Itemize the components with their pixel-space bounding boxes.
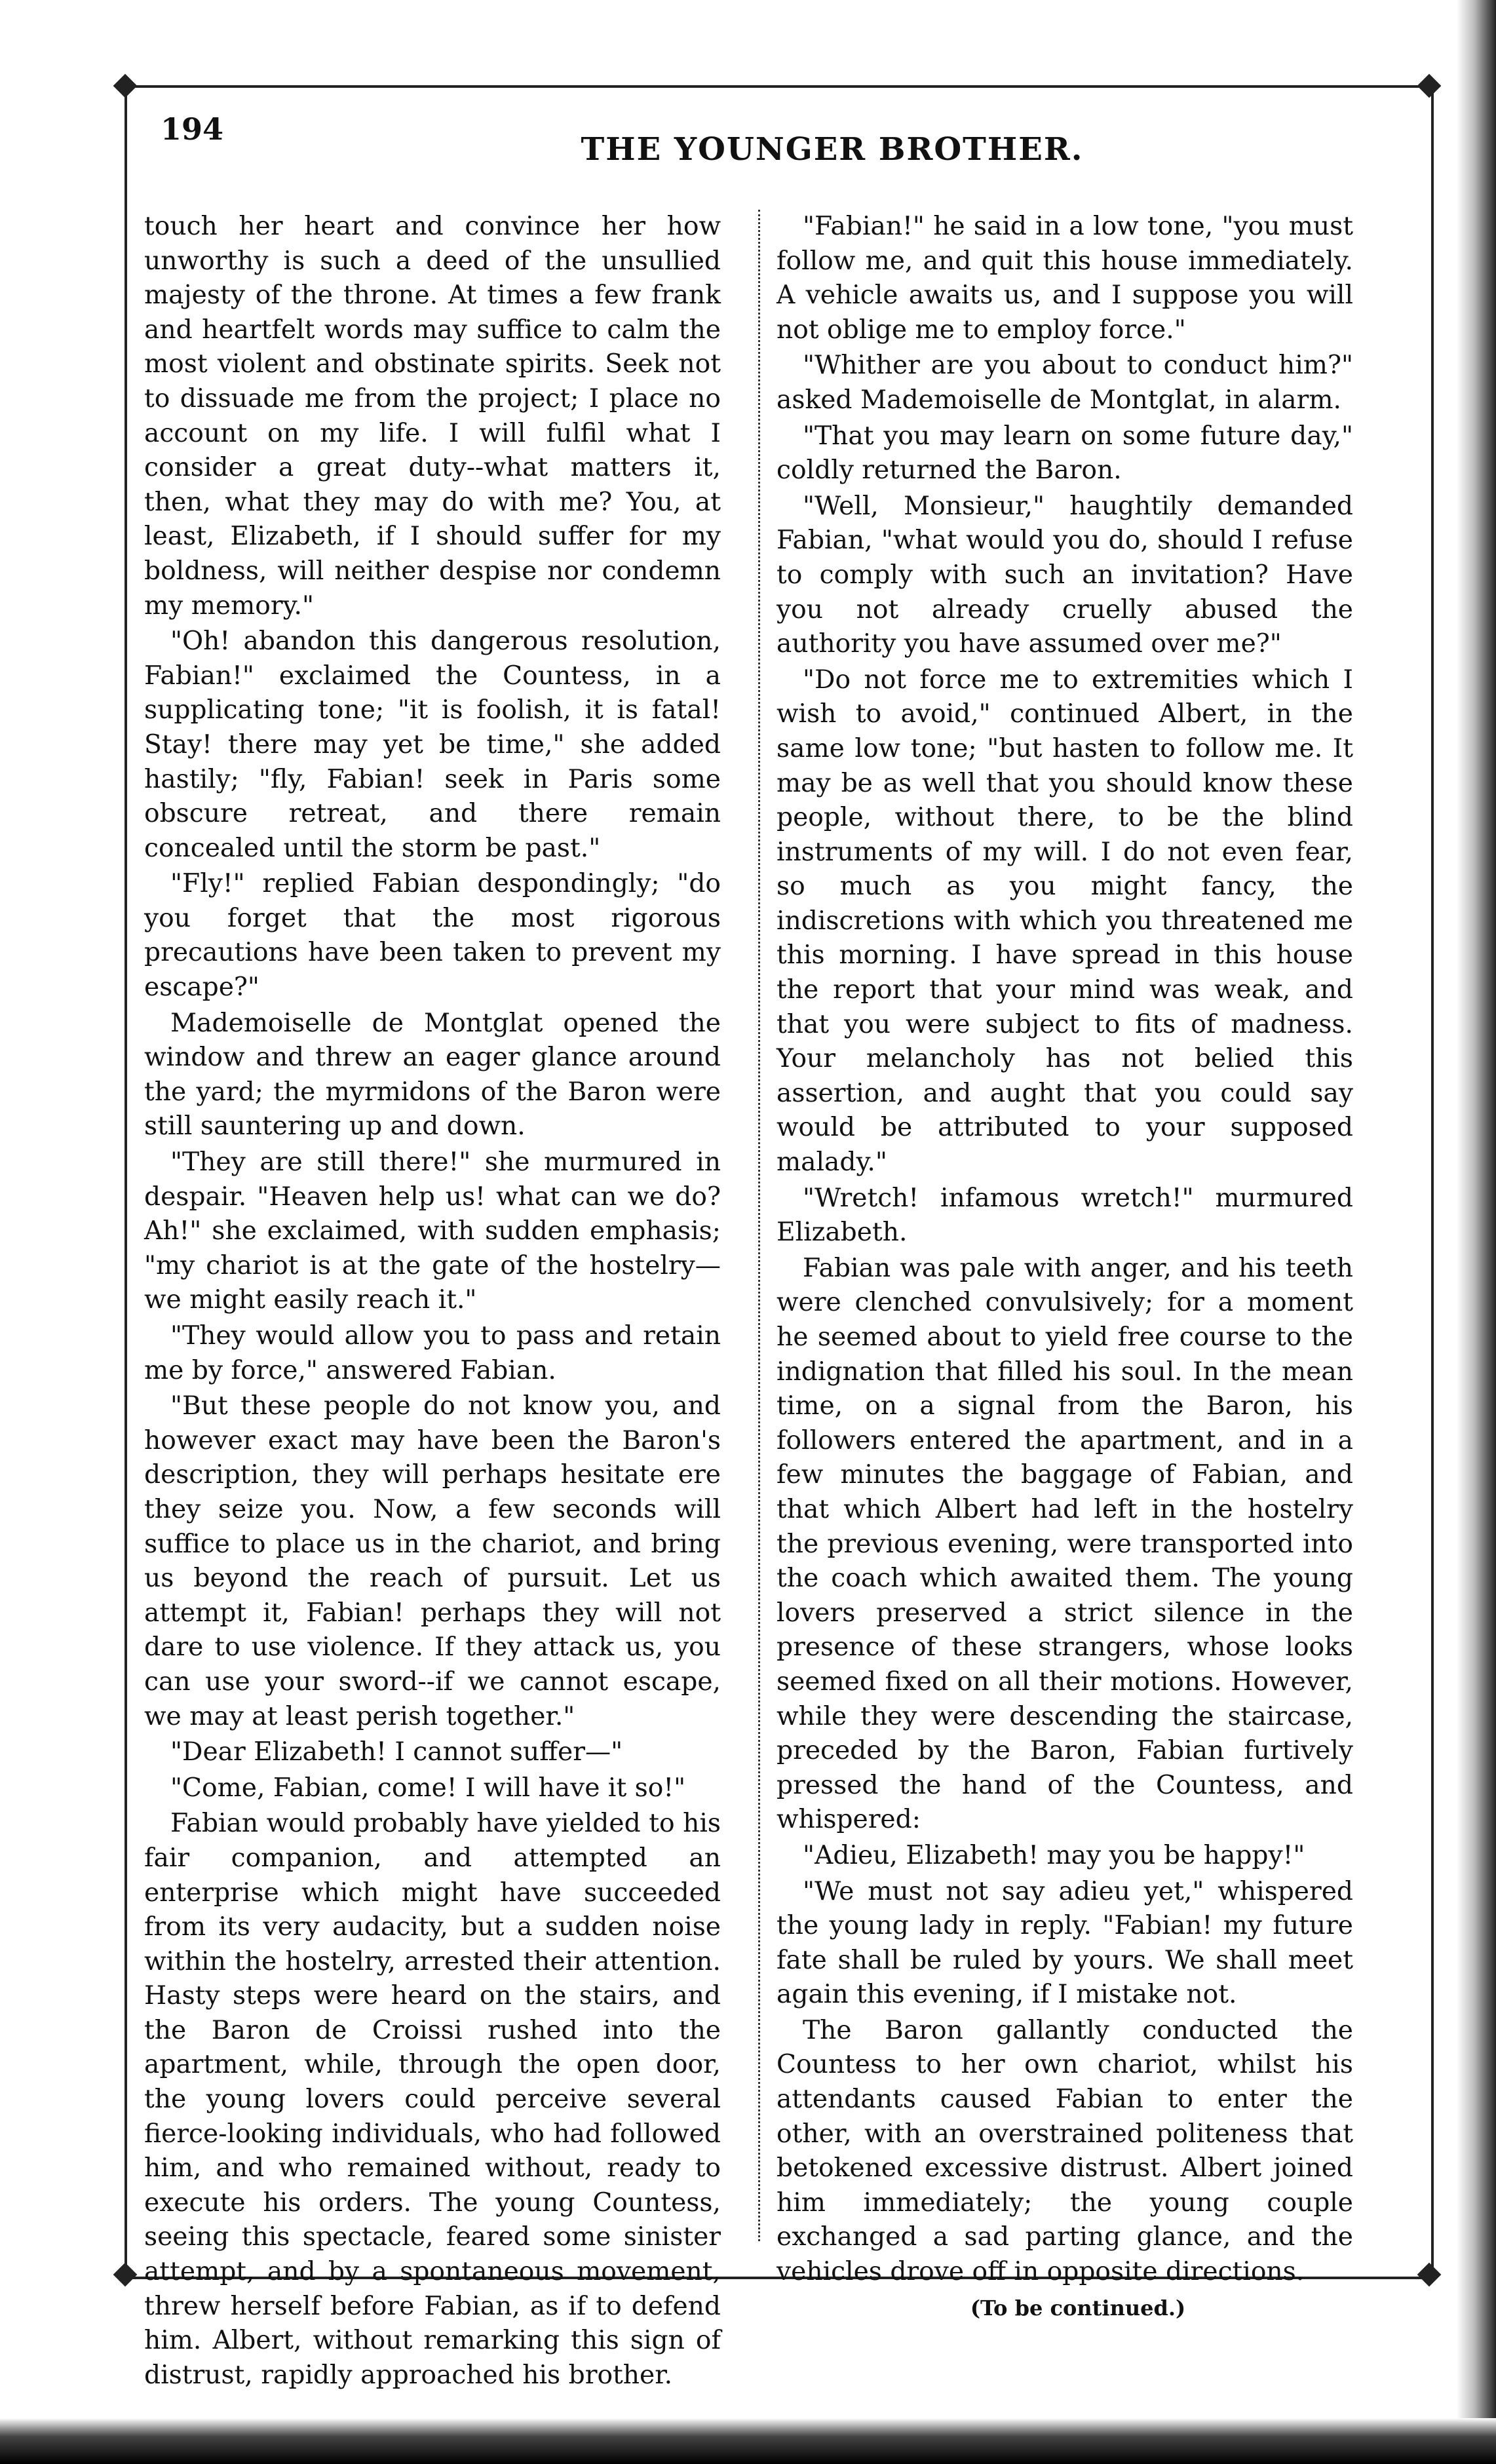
paragraph: Fabian would probably have yielded to his fair companion, and attempted an enterprise which might have succeeded from its very audacity, but a sudden noise within the hostelry, arrested their attention. Hasty steps were heard on the stairs, and the Baron de Croissi rushed into the apartment, while, through the open door, the young lovers could perceive several fierce-looking individuals, who had followed him, and who remained without, ready to execute his orders. The young Countess, seeing this spectacle, feared some sinister attempt, and by a spontaneous movement, threw herself before Fabian, as if to defend him. Albert, without remarking this sign of distrust, rapidly approached his brother.: [144, 1809, 721, 2390]
left-column: [144, 210, 721, 2390]
scan-edge-right: [1457, 0, 1496, 2464]
paragraph: "Dear Elizabeth! I cannot suffer—": [170, 1737, 623, 1767]
page-number: 194: [161, 111, 224, 147]
paragraph: "Fabian!" he said in a low tone, "you must follow me, and quit this house immediately. A vehicle awaits us, and I suppose you will not oblige me to employ force.": [777, 212, 1353, 345]
continued-note: (To be continued.): [970, 2295, 1186, 2320]
right-column: [777, 210, 1353, 2320]
paragraph: touch her heart and convince her how unworthy is such a deed of the unsullied majesty of the throne. At times a few frank and heartfelt words may suffice to calm the most violent and obstinate spirits. Seek not to dissuade me from the project; I place no account on my life. I will fulfil what I consider a great duty--what matters it, then, what they may do with me? You, at least, Elizabeth, if I should suffer for my boldness, will neither despise nor condemn my memory.": [144, 212, 721, 621]
paragraph: "Whither are you about to conduct him?" asked Mademoiselle de Montglat, in alarm.: [777, 351, 1353, 415]
column-divider: [758, 210, 760, 2241]
paragraph: Mademoiselle de Montglat opened the window and threw an eager glance around the yard; the myrmidons of the Baron were still sauntering up and down.: [144, 1008, 721, 1142]
paragraph: "Fly!" replied Fabian despondingly; "do you forget that the most rigorous precautions have been taken to prevent my escape?": [144, 869, 721, 1003]
paragraph: "Oh! abandon this dangerous resolution, Fabian!" exclaimed the Countess, in a supplicating tone; "it is foolish, it is fatal! Stay! there may yet be time," she added hastily; "fly, Fabian! seek in Paris some obscure retreat, and there remain concealed until the storm be past.": [144, 626, 721, 863]
paragraph: "Well, Monsieur," haughtily demanded Fabian, "what would you do, should I refuse to comply with such an invitation? Have you not already cruelly abused the authority you have assumed over me?": [777, 491, 1353, 659]
paragraph: "They would allow you to pass and retain me by force," answered Fabian.: [144, 1321, 721, 1385]
paragraph: "They are still there!" she murmured in despair. "Heaven help us! what can we do? Ah!" she exclaimed, with sudden emphasis; "my chariot is at the gate of the hostelry—we might easily reach it.": [144, 1147, 721, 1315]
paragraph: "But these people do not know you, and however exact may have been the Baron's description, they will perhaps hesitate ere they seize you. Now, a few seconds will suffice to place us in the chariot, and bring us beyond the reach of pursuit. Let us attempt it, Fabian! perhaps they will not dare to use violence. If they attack us, you can use your sword--if we cannot escape, we may at least perish together.": [144, 1391, 721, 1731]
paragraph: Fabian was pale with anger, and his teeth were clenched convulsively; for a moment he seemed about to yield free course to the indignation that filled his soul. In the mean time, on a signal from the Baron, his followers entered the apartment, and in a few minutes the baggage of Fabian, and that which Albert had left in the hostelry the previous evening, were transported into the coach which awaited them. The young lovers preserved a strict silence in the presence of these strangers, whose looks seemed fixed on all their motions. However, while they were descending the staircase, preceded by the Baron, Fabian furtively pressed the hand of the Countess, and whispered:: [777, 1253, 1353, 1835]
paragraph: The Baron gallantly conducted the Countess to her own chariot, whilst his attendants caused Fabian to enter the other, with an overstrained politeness that betokened excessive distrust. Albert joined him immediately; the young couple exchanged a sad parting glance, and the vehicles drove off in opposite directions.: [777, 2015, 1353, 2287]
scan-edge-bottom: [0, 2418, 1496, 2464]
paragraph: "Do not force me to extremities which I wish to avoid," continued Albert, in the same low tone; "but hasten to follow me. It may be as well that you should know these people, without there, to be the blind instruments of my will. I do not even fear, so much as you might fancy, the indiscretions with which you threatened me this morning. I have spread in this house the report that your mind was weak, and that you were subject to fits of madness. Your melancholy has not belied this assertion, and aught that you could say would be attributed to your supposed malady.": [777, 664, 1353, 1178]
paragraph: "We must not say adieu yet," whispered the young lady in reply. "Fabian! my future fate shall be ruled by yours. We shall meet again this evening, if I mistake not.: [777, 1876, 1353, 2010]
paragraph: "That you may learn on some future day," coldly returned the Baron.: [777, 421, 1353, 486]
running-title: THE YOUNGER BROTHER.: [581, 131, 1084, 168]
paragraph: "Wretch! infamous wretch!" murmured Elizabeth.: [777, 1183, 1353, 1248]
paragraph: "Come, Fabian, come! I will have it so!": [170, 1773, 686, 1803]
paragraph: "Adieu, Elizabeth! may you be happy!": [803, 1840, 1305, 1870]
